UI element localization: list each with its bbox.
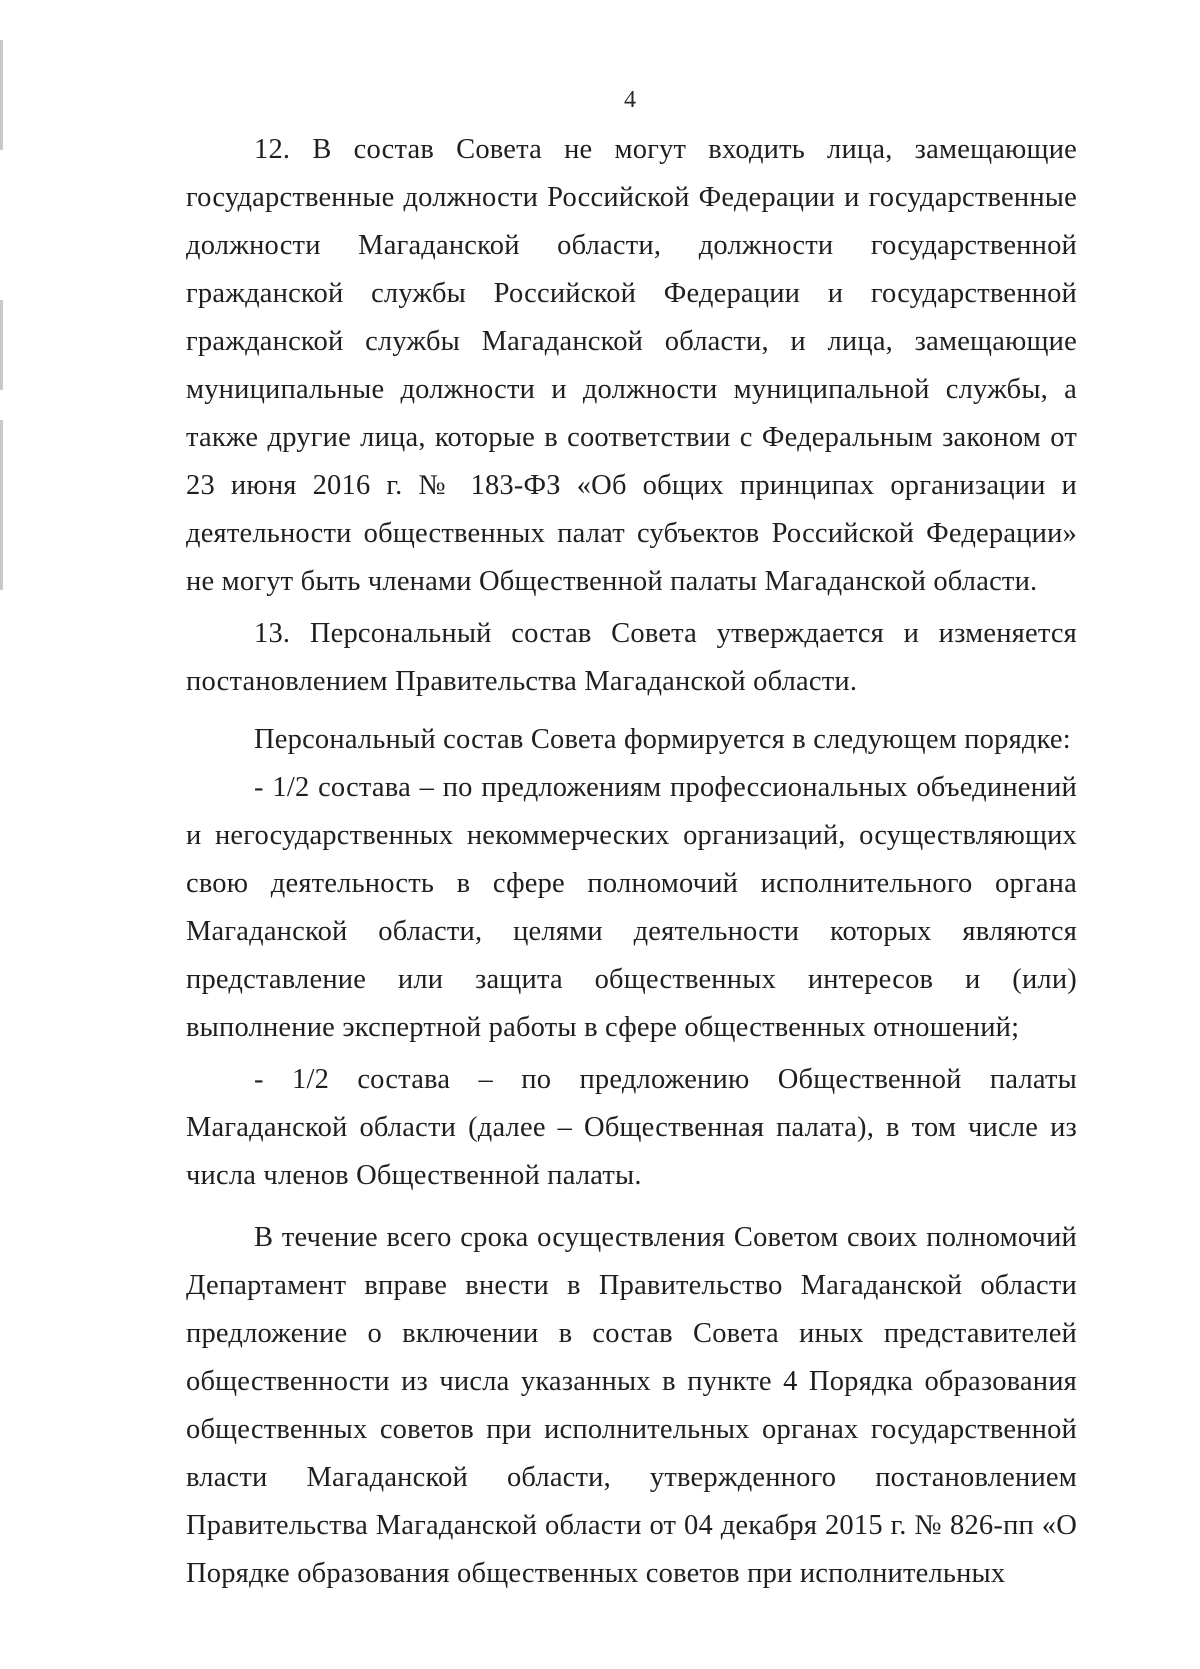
list-item-public-chamber: - 1/2 состава – по предложению Общественной палаты Магаданской области (далее – Общественная палата), в том числе из числа членов Общественной палаты. bbox=[186, 1064, 1077, 1191]
scan-edge-mark bbox=[0, 300, 3, 390]
paragraph-item-13: 13. Персональный состав Совета утверждается и изменяется постановлением Правительства Магаданской области. bbox=[186, 618, 1077, 697]
page-number: 4 bbox=[624, 87, 636, 113]
paragraph-item-12: 12. В состав Совета не могут входить лица, замещающие государственные должности Российской Федерации и государственные должности Магаданской области, должности государственной гражданской службы Российской Федерации и государственной гражданской службы Магаданской области, и лица, замещающие муниципальные должности и должности муниципальной службы, а также другие лица, которые в соответствии с Федеральным законом от 23 июня 2016 г. № 183-ФЗ «Об общих принципах организации и деятельности общественных палат субъектов Российской Федерации» не могут быть членами Общественной палаты Магаданской области. bbox=[186, 134, 1077, 597]
list-item-professional-associations: - 1/2 состава – по предложениям профессиональных объединений и негосударственных некоммерческих организаций, осуществляющих свою деятельность в сфере полномочий исполнительного органа Магаданской области, целями деятельности которых являются представление или защита общественных интересов и (или) выполнение экспертной работы в сфере общественных отношений; bbox=[186, 772, 1077, 1043]
paragraph-formation-order: Персональный состав Совета формируется в следующем порядке: bbox=[254, 724, 1071, 755]
scan-edge-mark bbox=[0, 420, 3, 590]
document-body bbox=[186, 126, 1077, 1598]
paragraph-department-proposal: В течение всего срока осуществления Советом своих полномочий Департамент вправе внести в Правительство Магаданской области предложение о включении в состав Совета иных представителей общественности из числа указанных в пункте 4 Порядка образования общественных советов при исполнительных органах государственной власти Магаданской области, утвержденного постановлением Правительства Магаданской области от 04 декабря 2015 г. № 826-пп «О Порядке образования общественных советов при исполнительных bbox=[186, 1222, 1077, 1589]
